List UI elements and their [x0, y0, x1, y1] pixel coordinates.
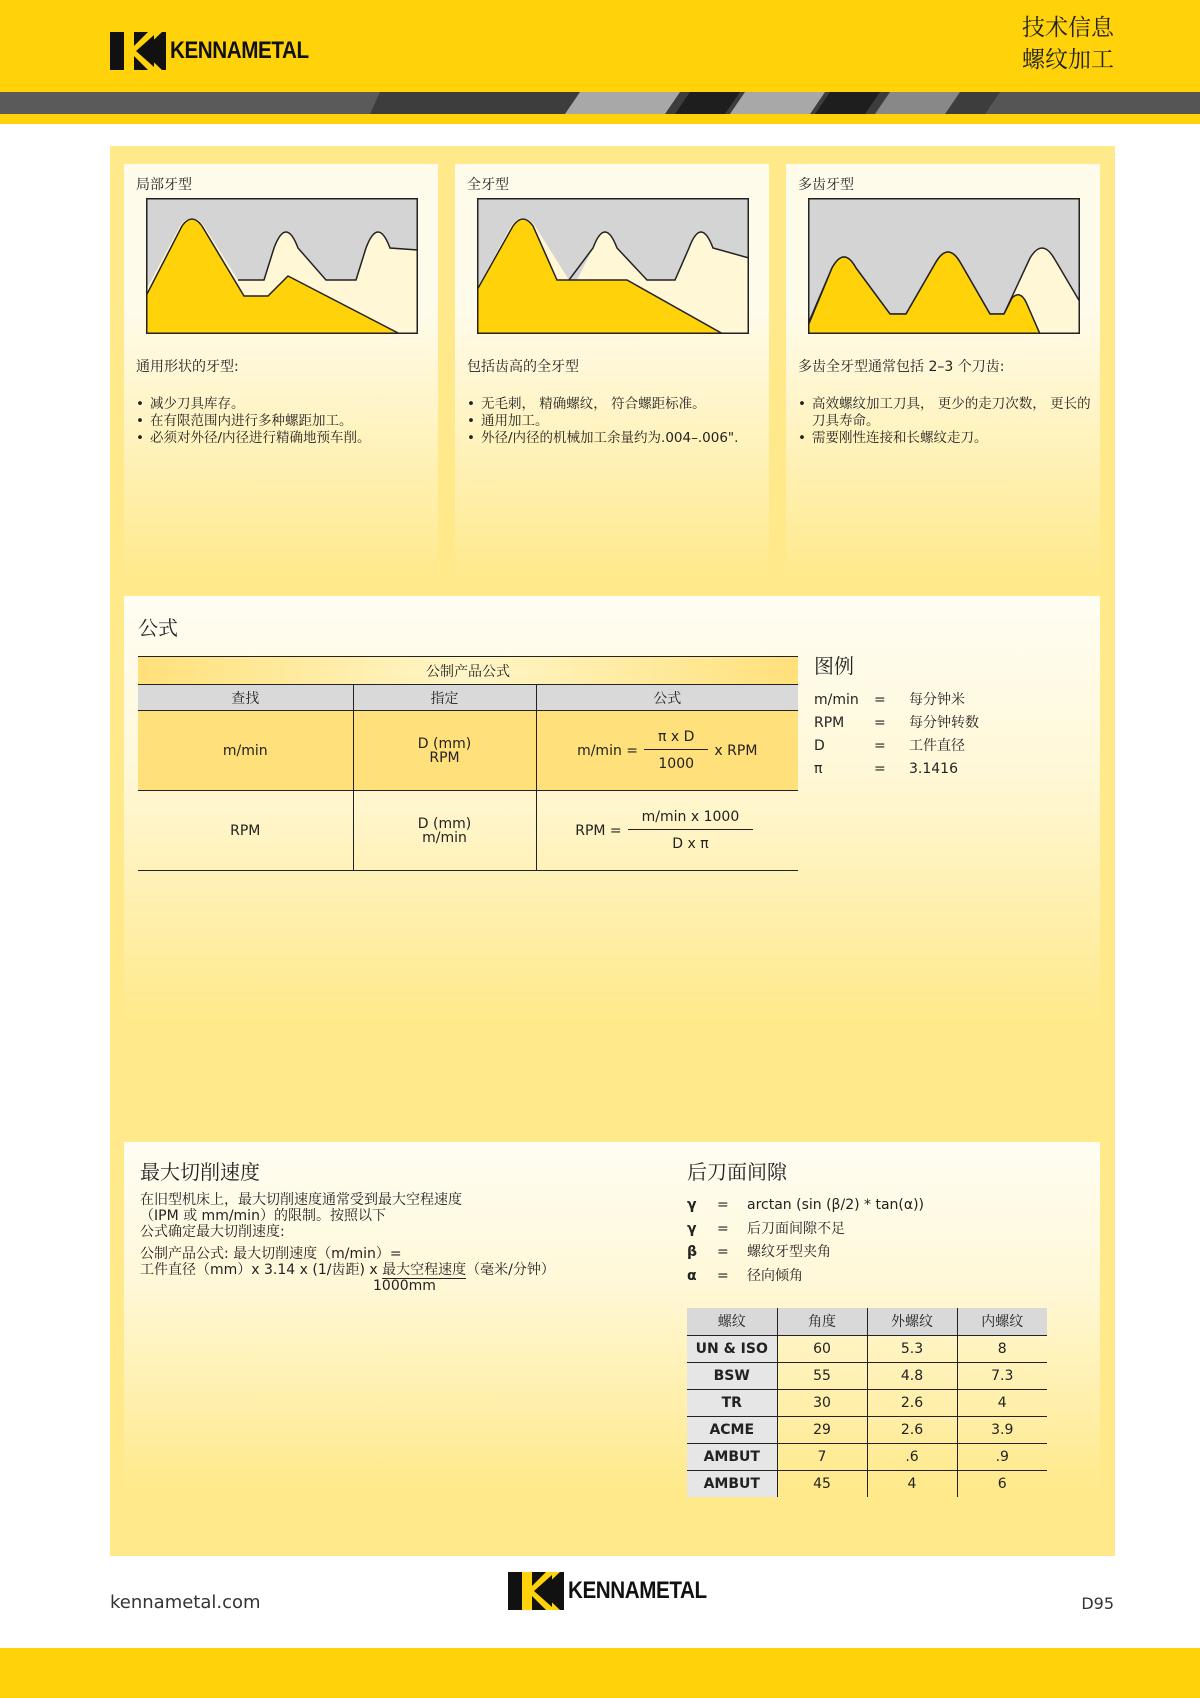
list-item: • 外径/内径的机械加工余量约为.004–.006".: [467, 430, 738, 447]
definition-row: [687, 1194, 924, 1218]
card-title: 多齿牙型: [798, 177, 854, 193]
text-line: 在旧型机床上，最大切削速度通常受到最大空程速度: [140, 1192, 462, 1208]
definition-value: 后刀面间隙不足: [747, 1220, 845, 1237]
table-cell: .6: [867, 1443, 957, 1470]
formula-part: （毫米/分钟）: [466, 1262, 555, 1278]
table-cell: 8: [957, 1335, 1047, 1362]
section-title-line2: 螺纹加工: [1022, 47, 1114, 73]
page-header: [0, 0, 1200, 92]
header-stripe: [0, 92, 1200, 114]
card-title: 全牙型: [467, 177, 509, 193]
legend-eq: =: [874, 738, 886, 754]
thread-name-cell: AMBUT: [687, 1443, 777, 1470]
fraction-formula: [575, 809, 759, 852]
formula-denominator: 1000mm: [373, 1278, 436, 1294]
legend-key: π: [814, 761, 823, 777]
text-line: [140, 1262, 555, 1278]
thread-angle-table: [687, 1308, 1047, 1497]
table-cell: 5.3: [867, 1335, 957, 1362]
formula-lhs: RPM =: [575, 822, 622, 839]
definition-eq: =: [717, 1267, 729, 1284]
given-cell: [353, 791, 536, 871]
legend-key: m/min: [814, 692, 859, 708]
table-cell: 4.8: [867, 1362, 957, 1389]
max-speed-text: [140, 1192, 555, 1294]
brand-name: KENNAMETAL: [170, 37, 309, 64]
table-caption: 公制产品公式: [138, 657, 798, 685]
formula-lhs: m/min =: [577, 742, 639, 759]
text-line: 公制产品公式: 最大切削速度（m/min）=: [140, 1246, 402, 1262]
page-number: D95: [1081, 1594, 1114, 1613]
column-header-angle: 角度: [777, 1308, 867, 1335]
section-title: [1022, 12, 1114, 76]
table-cell: 7: [777, 1443, 867, 1470]
legend-key: D: [814, 738, 825, 754]
multitooth-profile-diagram: [808, 198, 1080, 334]
card-bullet-list: [136, 396, 371, 447]
definition-row: [687, 1241, 924, 1265]
formula-cell: [536, 791, 798, 871]
legend-row: [814, 735, 979, 758]
definition-key: α: [687, 1267, 697, 1284]
legend-row: [814, 689, 979, 712]
list-item-text: 高效螺纹加工刀具， 更少的走刀次数， 更长的刀具寿命。: [812, 396, 1091, 429]
column-header-external: 外螺纹: [867, 1308, 957, 1335]
list-item: • 无毛刺， 精确螺纹， 符合螺距标准。: [467, 396, 738, 413]
table-cell: 3.9: [957, 1416, 1047, 1443]
formula-numerator: π x D: [644, 729, 708, 750]
formula-denominator: 1000: [658, 756, 695, 772]
legend-key: RPM: [814, 715, 845, 731]
legend-eq: =: [874, 692, 886, 708]
card-bullet-list: [467, 396, 738, 447]
fraction-formula: [577, 729, 757, 772]
definition-value: arctan (sin (β/2) * tan(α)): [747, 1197, 925, 1213]
thread-type-card-partial: [124, 164, 438, 584]
thread-name-cell: AMBUT: [687, 1470, 777, 1497]
table-row: [138, 791, 798, 871]
table-cell: 7.3: [957, 1362, 1047, 1389]
relief-definitions: [687, 1194, 924, 1288]
legend: [814, 650, 979, 781]
footer-bar: [0, 1648, 1200, 1698]
formula-denominator: D x π: [672, 836, 709, 852]
kennametal-k-icon: [508, 1572, 564, 1610]
table-cell: 2.6: [867, 1389, 957, 1416]
card-title: 局部牙型: [136, 177, 192, 193]
footer-logo: [508, 1572, 729, 1610]
given-cell: [353, 711, 536, 791]
find-cell: RPM: [138, 791, 353, 871]
card-subtitle: 包括齿高的全牙型: [467, 359, 579, 375]
section-title-line1: 技术信息: [1022, 15, 1114, 41]
column-header-internal: 内螺纹: [957, 1308, 1047, 1335]
thread-name-cell: UN & ISO: [687, 1335, 777, 1362]
list-item: • 通用加工。: [467, 413, 738, 430]
table-cell: 6: [957, 1470, 1047, 1497]
brand-name: KENNAMETAL: [568, 1577, 707, 1604]
definition-key: γ: [687, 1197, 697, 1213]
definition-value: 螺纹牙型夹角: [747, 1244, 831, 1260]
table-row: [687, 1416, 1047, 1443]
footer-url[interactable]: kennametal.com: [110, 1592, 261, 1613]
full-profile-diagram: [477, 198, 749, 334]
given-value: D (mm): [417, 735, 472, 752]
partial-profile-diagram: [146, 198, 418, 334]
header-stripe-yellow: [0, 114, 1200, 124]
table-cell: 4: [867, 1470, 957, 1497]
formula-numerator: m/min x 1000: [628, 809, 754, 830]
table-row: [687, 1335, 1047, 1362]
formula-section: [124, 596, 1100, 1026]
column-header-thread: 螺纹: [687, 1308, 777, 1335]
given-value: RPM: [429, 749, 460, 766]
relief-title: 后刀面间隙: [687, 1160, 787, 1184]
thread-name-cell: BSW: [687, 1362, 777, 1389]
given-value: m/min: [422, 829, 467, 846]
kennametal-logo: [110, 32, 331, 70]
table-row: [687, 1389, 1047, 1416]
thread-name-cell: TR: [687, 1389, 777, 1416]
list-item: • 减少刀具库存。: [136, 396, 371, 413]
table-row: [687, 1362, 1047, 1389]
legend-value: 每分钟米: [909, 692, 965, 708]
table-row: [138, 711, 798, 791]
legend-value: 每分钟转数: [909, 715, 979, 731]
table-cell: 45: [777, 1470, 867, 1497]
definition-value: 径向倾角: [747, 1267, 803, 1284]
text-line: 公式确定最大切削速度:: [140, 1224, 285, 1240]
text-line: （IPM 或 mm/min）的限制。按照以下: [140, 1208, 386, 1224]
definition-eq: =: [717, 1197, 729, 1213]
legend-eq: =: [874, 715, 886, 731]
speed-relief-section: [124, 1142, 1100, 1492]
table-row: [687, 1443, 1047, 1470]
card-subtitle: 多齿全牙型通常包括 2–3 个刀齿:: [798, 359, 1005, 375]
column-header-given: 指定: [353, 685, 536, 711]
legend-row: [814, 712, 979, 735]
list-item: • 必须对外径/内径进行精确地预车削。: [136, 430, 371, 447]
list-item: [798, 396, 1100, 430]
legend-value: 3.1416: [909, 761, 958, 777]
formula-cell: [536, 711, 798, 791]
legend-value: 工件直径: [909, 738, 965, 754]
max-speed-title: 最大切削速度: [140, 1160, 260, 1184]
table-cell: 2.6: [867, 1416, 957, 1443]
formula-title: 公式: [138, 616, 178, 640]
table-cell: 60: [777, 1335, 867, 1362]
legend-title: 图例: [814, 654, 854, 678]
table-cell: 30: [777, 1389, 867, 1416]
definition-row: [687, 1218, 924, 1242]
table-row: [687, 1470, 1047, 1497]
list-item: • 需要刚性连接和长螺纹走刀。: [798, 430, 1100, 447]
formula-table: [138, 656, 798, 871]
definition-key: γ: [687, 1220, 697, 1237]
legend-row: [814, 758, 979, 781]
table-cell: 4: [957, 1389, 1047, 1416]
list-item: • 在有限范围内进行多种螺距加工。: [136, 413, 371, 430]
definition-eq: =: [717, 1244, 729, 1260]
given-value: D (mm): [417, 815, 472, 832]
definition-row: [687, 1265, 924, 1289]
content-panel: [110, 146, 1115, 1556]
column-header-find: 查找: [138, 685, 353, 711]
card-subtitle: 通用形状的牙型:: [136, 359, 239, 375]
column-header-formula: 公式: [536, 685, 798, 711]
kennametal-k-icon: [110, 32, 166, 70]
table-cell: .9: [957, 1443, 1047, 1470]
find-cell: m/min: [138, 711, 353, 791]
table-cell: 55: [777, 1362, 867, 1389]
legend-eq: =: [874, 761, 886, 777]
formula-part: 工件直径（mm）x 3.14 x (1/齿距) x: [140, 1262, 383, 1278]
definition-eq: =: [717, 1220, 729, 1237]
thread-name-cell: ACME: [687, 1416, 777, 1443]
table-cell: 29: [777, 1416, 867, 1443]
definition-key: β: [687, 1244, 698, 1260]
thread-type-card-multitooth: [786, 164, 1100, 584]
thread-type-card-full: [455, 164, 769, 584]
formula-rhs: x RPM: [714, 742, 758, 759]
formula-numerator: 最大空程速度: [382, 1262, 467, 1278]
stripe-pattern-icon: [0, 92, 1200, 114]
card-bullet-list: [798, 396, 1100, 447]
